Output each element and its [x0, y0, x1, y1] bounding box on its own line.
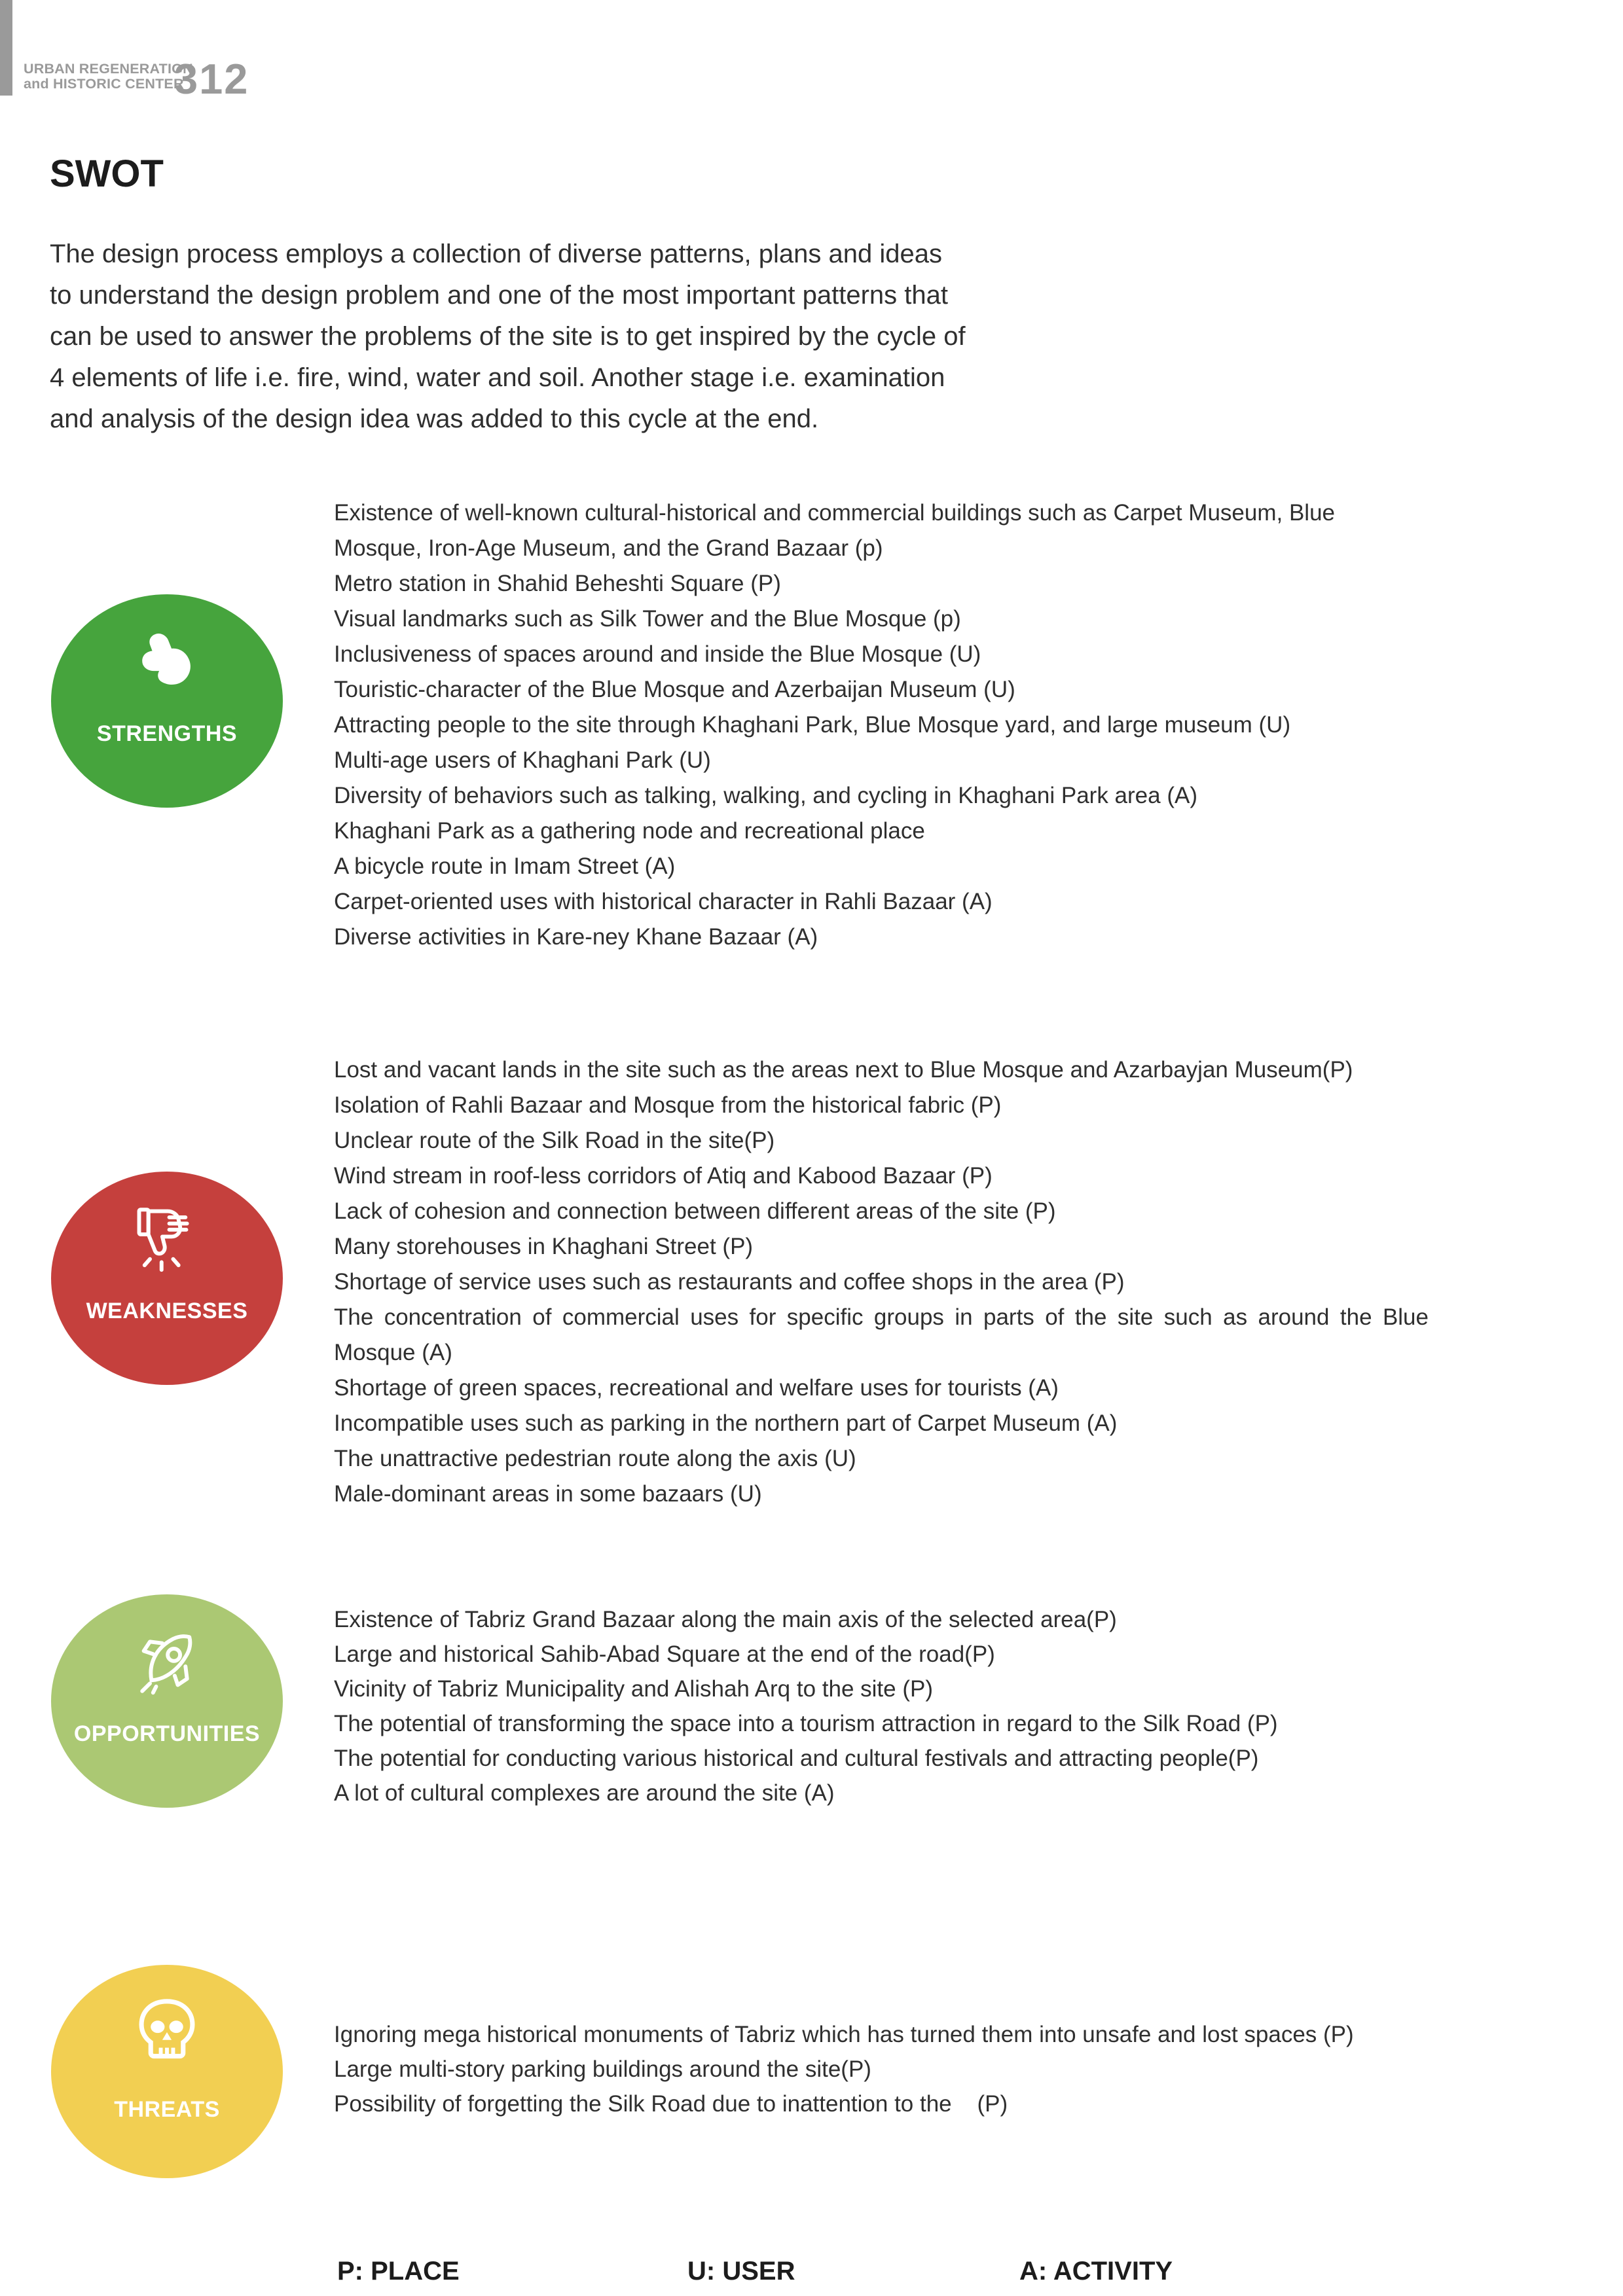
list-item: A lot of cultural complexes are around the site (A): [334, 1780, 835, 1806]
page-title: SWOT: [50, 152, 164, 195]
list-item: The potential of transforming the space into a tourism attraction in regard to the Silk Road (P): [334, 1711, 1278, 1736]
list-item: The potential for conducting various historical and cultural festivals and attracting people(P): [334, 1746, 1259, 1771]
thumbs-down-icon: [128, 1200, 206, 1278]
header-series-title: [24, 62, 193, 92]
list-item: Existence of Tabriz Grand Bazaar along the main axis of the selected area(P): [334, 1607, 1117, 1632]
list-item: Visual landmarks such as Silk Tower and the Blue Mosque (p): [334, 606, 961, 632]
list-item: Shortage of service uses such as restaurants and coffee shops in the area (P): [334, 1269, 1125, 1295]
weaknesses-badge-label: WEAKNESSES: [86, 1299, 248, 1323]
skull-icon: [128, 1994, 206, 2071]
list-item: Touristic-character of the Blue Mosque and Azerbaijan Museum (U): [334, 677, 1015, 702]
list-item: Diverse activities in Kare-ney Khane Bazaar (A): [334, 924, 818, 950]
list-item: A bicycle route in Imam Street (A): [334, 853, 676, 879]
intro-line: 4 elements of life i.e. fire, wind, water and soil. Another stage i.e. examination: [50, 363, 945, 392]
rocket-icon: [128, 1623, 206, 1700]
list-item: Shortage of green spaces, recreational and welfare uses for tourists (A): [334, 1375, 1059, 1401]
list-item: Unclear route of the Silk Road in the site(P): [334, 1128, 775, 1153]
list-item: Attracting people to the site through Khaghani Park, Blue Mosque yard, and large museum (U): [334, 712, 1291, 738]
list-item: Inclusiveness of spaces around and inside the Blue Mosque (U): [334, 641, 981, 667]
strengths-items: [334, 495, 1429, 955]
list-item: Lost and vacant lands in the site such as the areas next to Blue Mosque and Azarbayjan Museum(P): [334, 1057, 1353, 1083]
list-item: Lack of cohesion and connection between different areas of the site (P): [334, 1198, 1056, 1224]
opportunities-items: [334, 1602, 1429, 1810]
weaknesses-items: [334, 1052, 1429, 1512]
list-item: Existence of well-known cultural-historical and commercial buildings such as Carpet Museum, Blue Mosque, Iron-Age Museum, and the Grand Bazaar (p): [334, 500, 1335, 561]
list-item: Metro station in Shahid Beheshti Square (P): [334, 571, 781, 596]
list-item: The unattractive pedestrian route along the axis (U): [334, 1446, 856, 1471]
list-item: Incompatible uses such as parking in the northern part of Carpet Museum (A): [334, 1410, 1118, 1436]
list-item: Diversity of behaviors such as talking, walking, and cycling in Khaghani Park area (A): [334, 783, 1197, 808]
opportunities-badge: [51, 1594, 283, 1808]
legend-place: P: PLACE: [337, 2257, 460, 2286]
intro-line: can be used to answer the problems of the site is to get inspired by the cycle of: [50, 322, 966, 351]
opportunities-badge-label: OPPORTUNITIES: [73, 1721, 261, 1746]
list-item: Possibility of forgetting the Silk Road due to inattention to the (P): [334, 2091, 1008, 2117]
list-item: Many storehouses in Khaghani Street (P): [334, 1234, 754, 1259]
strengths-badge: [51, 594, 283, 808]
legend-activity: A: ACTIVITY: [1019, 2257, 1173, 2286]
weaknesses-badge: [51, 1172, 283, 1385]
list-item: The concentration of commercial uses for specific groups in parts of the site such as around the Blue Mosque (A): [334, 1304, 1429, 1365]
page-number: 312: [174, 55, 249, 103]
list-item: Khaghani Park as a gathering node and recreational place: [334, 818, 925, 844]
list-item: Multi-age users of Khaghani Park (U): [334, 747, 711, 773]
strengths-badge-label: STRENGTHS: [96, 721, 238, 746]
header-accent-bar: [0, 0, 12, 96]
list-item: Large multi-story parking buildings around the site(P): [334, 2056, 871, 2082]
header-series-title-line2: and HISTORIC CENTER: [24, 76, 184, 92]
intro-paragraph: [50, 234, 1071, 440]
list-item: Ignoring mega historical monuments of Tabriz which has turned them into unsafe and lost spaces (P): [334, 2022, 1354, 2047]
legend-user: U: USER: [687, 2257, 795, 2286]
list-item: Carpet-oriented uses with historical character in Rahli Bazaar (A): [334, 889, 993, 914]
bicep-icon: [128, 623, 206, 700]
intro-line: and analysis of the design idea was added to this cycle at the end.: [50, 404, 819, 433]
intro-line: The design process employs a collection of diverse patterns, plans and ideas: [50, 240, 942, 268]
list-item: Male-dominant areas in some bazaars (U): [334, 1481, 762, 1507]
threats-badge: [51, 1965, 283, 2178]
list-item: Isolation of Rahli Bazaar and Mosque from the historical fabric (P): [334, 1092, 1002, 1118]
threats-badge-label: THREATS: [114, 2097, 220, 2122]
threats-items: [334, 2017, 1429, 2121]
list-item: Wind stream in roof-less corridors of Atiq and Kabood Bazaar (P): [334, 1163, 993, 1189]
list-item: Large and historical Sahib-Abad Square at the end of the road(P): [334, 1641, 995, 1667]
header-series-title-line1: URBAN REGENERATION: [24, 61, 193, 77]
intro-line: to understand the design problem and one of the most important patterns that: [50, 281, 948, 310]
list-item: Vicinity of Tabriz Municipality and Alishah Arq to the site (P): [334, 1676, 933, 1702]
